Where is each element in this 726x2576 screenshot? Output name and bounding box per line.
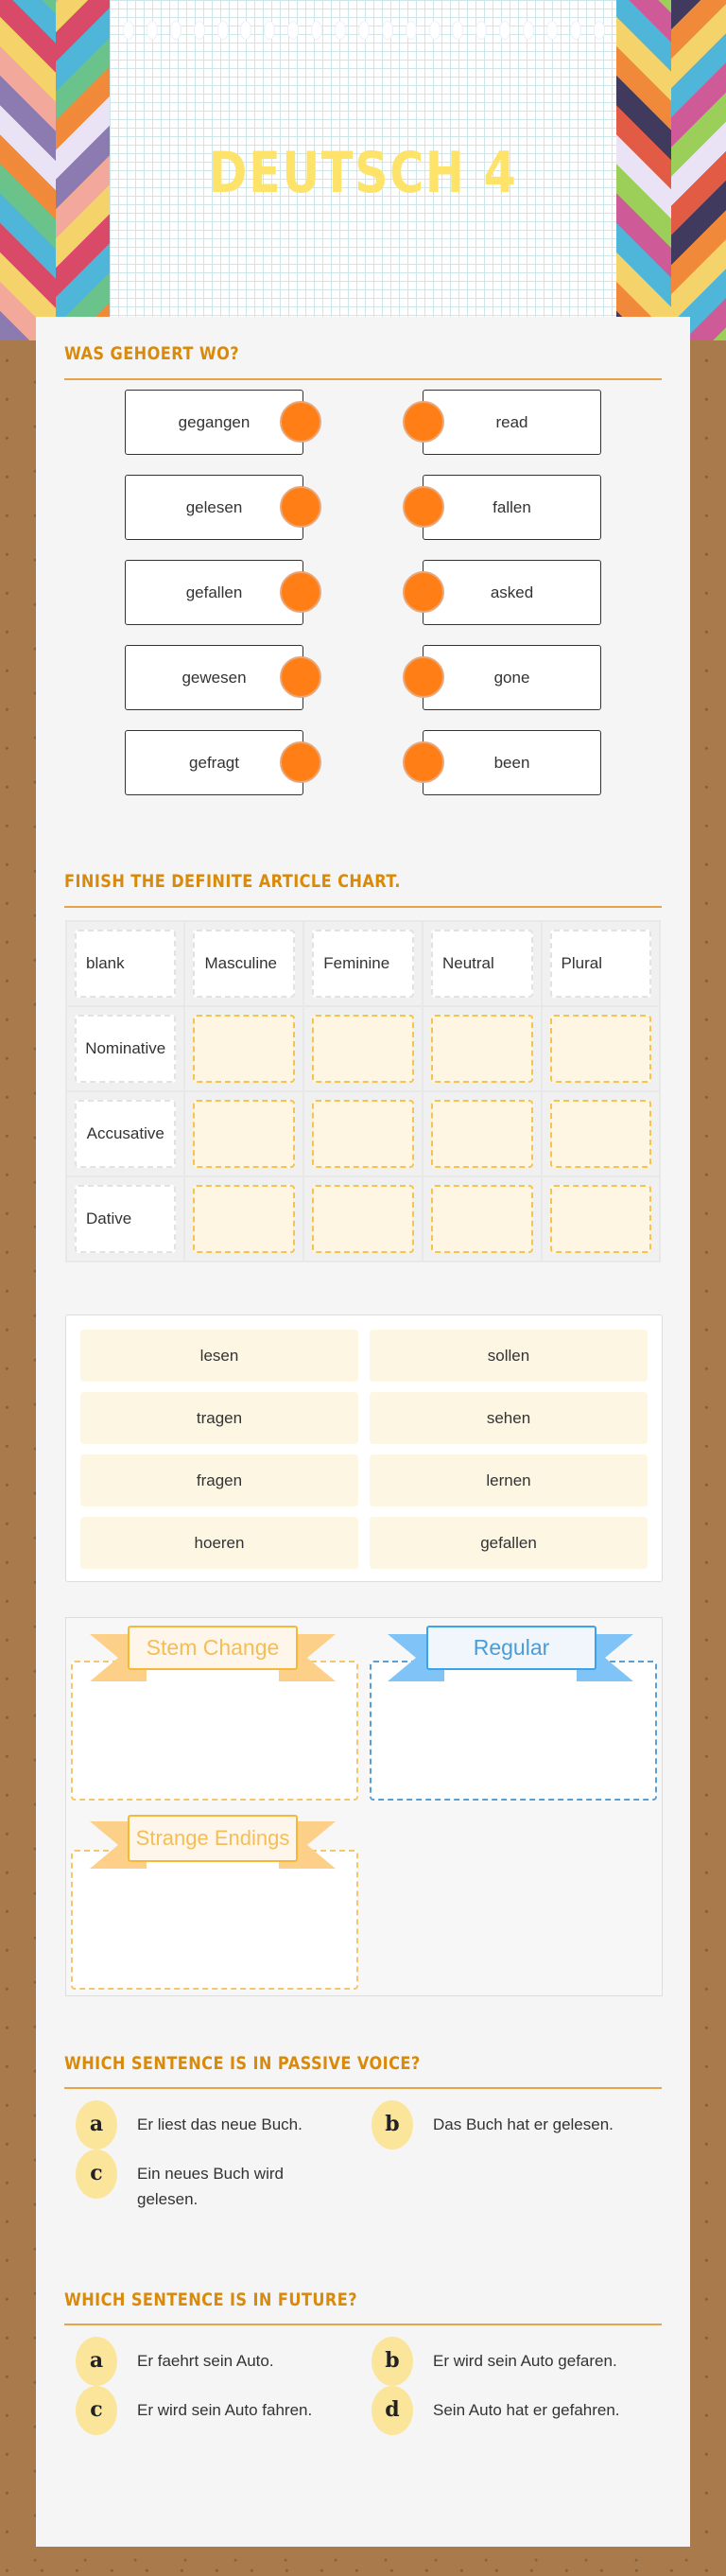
- connector-dot-left[interactable]: [280, 656, 321, 698]
- answer-option[interactable]: [372, 2112, 655, 2150]
- paper-holes-top: [123, 21, 605, 42]
- match-item-left[interactable]: gefragt: [125, 730, 303, 795]
- word-tile[interactable]: lesen: [80, 1330, 358, 1382]
- page-title: DEUTSCH 4: [208, 140, 518, 206]
- option-letter-badge: b: [372, 2337, 413, 2386]
- chart-header-cell: Neutral: [431, 930, 533, 998]
- match-item-left[interactable]: gewesen: [125, 645, 303, 710]
- word-tile[interactable]: gefallen: [370, 1517, 648, 1569]
- word-tile[interactable]: fragen: [80, 1454, 358, 1506]
- chart-row-label: Dative: [75, 1185, 176, 1253]
- option-text: Er wird sein Auto fahren.: [137, 2401, 313, 2419]
- category-sort: [65, 1617, 663, 1996]
- word-tile[interactable]: lernen: [370, 1454, 648, 1506]
- drop-zone[interactable]: [431, 1185, 533, 1253]
- category-label-stem-change: Stem Change: [128, 1626, 298, 1670]
- chevron-decoration-left-inner: [0, 0, 56, 340]
- drop-zone[interactable]: [312, 1015, 414, 1083]
- category-label-regular: Regular: [426, 1626, 596, 1670]
- option-letter-badge: c: [76, 2386, 117, 2435]
- option-text: Das Buch hat er gelesen.: [433, 2115, 614, 2133]
- divider: [64, 906, 662, 908]
- match-item-right[interactable]: fallen: [423, 475, 601, 540]
- drop-zone-strange-endings[interactable]: [71, 1850, 358, 1990]
- chart-row-label: Nominative: [75, 1015, 176, 1083]
- answer-option[interactable]: [372, 2348, 655, 2386]
- option-text: Er liest das neue Buch.: [137, 2115, 302, 2133]
- article-chart: [65, 920, 661, 1262]
- category-label-strange-endings: Strange Endings: [128, 1815, 298, 1862]
- answer-option[interactable]: [372, 2397, 655, 2435]
- match-item-left[interactable]: gegangen: [125, 390, 303, 455]
- worksheet-card: [36, 317, 690, 2547]
- option-letter-badge: c: [76, 2150, 117, 2199]
- option-text: Sein Auto hat er gefahren.: [433, 2401, 620, 2419]
- question-1-title: WHICH SENTENCE IS IN PASSIVE VOICE?: [64, 2053, 421, 2074]
- divider: [64, 2324, 662, 2325]
- chart-header-cell: blank: [75, 930, 176, 998]
- matching-title: WAS GEHOERT WO?: [64, 343, 240, 364]
- drop-zone[interactable]: [550, 1185, 651, 1253]
- header-banner: [0, 0, 726, 340]
- option-text: Er wird sein Auto gefaren.: [433, 2352, 617, 2370]
- match-item-left[interactable]: gelesen: [125, 475, 303, 540]
- chart-row-label: Accusative: [75, 1100, 176, 1168]
- drop-zone[interactable]: [312, 1185, 414, 1253]
- option-letter-badge: a: [76, 2100, 117, 2150]
- answer-option[interactable]: [76, 2397, 321, 2435]
- answer-option[interactable]: [76, 2348, 321, 2386]
- divider: [64, 2087, 662, 2089]
- match-item-right[interactable]: gone: [423, 645, 601, 710]
- drop-zone-regular[interactable]: [370, 1661, 657, 1801]
- match-item-right[interactable]: been: [423, 730, 601, 795]
- chart-header-cell: Masculine: [193, 930, 295, 998]
- match-item-left[interactable]: gefallen: [125, 560, 303, 625]
- divider: [64, 378, 662, 380]
- connector-dot-left[interactable]: [280, 401, 321, 443]
- drop-zone[interactable]: [193, 1185, 295, 1253]
- option-text: Ein neues Buch wird gelesen.: [137, 2165, 284, 2209]
- chevron-decoration-right-inner: [671, 0, 726, 340]
- word-tile[interactable]: tragen: [80, 1392, 358, 1444]
- drop-zone[interactable]: [312, 1100, 414, 1168]
- option-letter-badge: b: [372, 2100, 413, 2150]
- connector-dot-right[interactable]: [403, 656, 444, 698]
- connector-dot-right[interactable]: [403, 571, 444, 613]
- drop-zone[interactable]: [550, 1015, 651, 1083]
- drop-zone[interactable]: [431, 1100, 533, 1168]
- word-tile[interactable]: sehen: [370, 1392, 648, 1444]
- chart-header-cell: Feminine: [312, 930, 414, 998]
- connector-dot-left[interactable]: [280, 486, 321, 528]
- connector-dot-left[interactable]: [280, 741, 321, 783]
- drop-zone[interactable]: [431, 1015, 533, 1083]
- drop-zone[interactable]: [550, 1100, 651, 1168]
- drop-zone[interactable]: [193, 1015, 295, 1083]
- match-item-right[interactable]: asked: [423, 560, 601, 625]
- word-tile[interactable]: sollen: [370, 1330, 648, 1382]
- connector-dot-left[interactable]: [280, 571, 321, 613]
- connector-dot-right[interactable]: [403, 741, 444, 783]
- answer-option[interactable]: [76, 2112, 321, 2150]
- match-item-right[interactable]: read: [423, 390, 601, 455]
- connector-dot-right[interactable]: [403, 486, 444, 528]
- option-letter-badge: d: [372, 2386, 413, 2435]
- word-tile[interactable]: hoeren: [80, 1517, 358, 1569]
- chart-title: FINISH THE DEFINITE ARTICLE CHART.: [64, 871, 401, 892]
- drop-zone-stem-change[interactable]: [71, 1661, 358, 1801]
- drop-zone[interactable]: [193, 1100, 295, 1168]
- word-bank: [65, 1314, 663, 1582]
- chart-header-cell: Plural: [550, 930, 651, 998]
- option-text: Er faehrt sein Auto.: [137, 2352, 274, 2370]
- question-2-title: WHICH SENTENCE IS IN FUTURE?: [64, 2289, 358, 2310]
- answer-option[interactable]: [76, 2161, 321, 2212]
- connector-dot-right[interactable]: [403, 401, 444, 443]
- option-letter-badge: a: [76, 2337, 117, 2386]
